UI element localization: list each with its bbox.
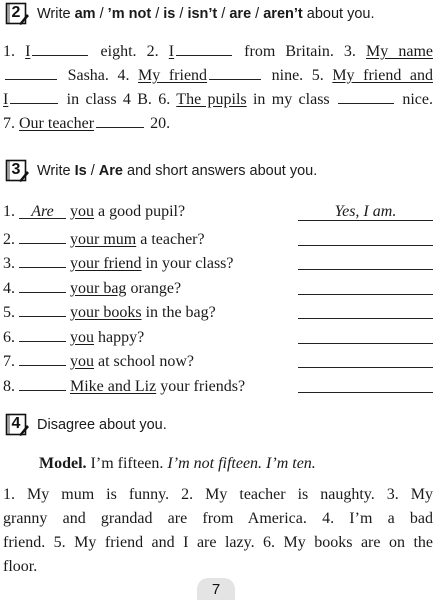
question-rest: in your class? xyxy=(141,255,234,272)
underlined-subject: you xyxy=(70,203,94,220)
question-text xyxy=(3,375,245,396)
question-text xyxy=(3,203,185,221)
separator: / xyxy=(217,6,230,22)
question-row xyxy=(3,323,433,348)
question-number: 2. xyxy=(3,230,15,248)
underlined-subject: Our teacher xyxy=(19,115,95,132)
text-line: floor. xyxy=(3,558,38,575)
text: 7. xyxy=(3,115,19,132)
verb-form: is xyxy=(163,6,176,22)
question-blank[interactable] xyxy=(19,277,66,293)
underlined-subject: I xyxy=(168,43,175,60)
separator: / xyxy=(151,6,164,22)
exercise-2-instruction xyxy=(37,6,374,22)
verb-form: am xyxy=(74,6,96,22)
question-row xyxy=(3,249,433,274)
question-blank[interactable] xyxy=(19,375,66,391)
short-answer-line[interactable]: Yes, I am. xyxy=(298,203,433,221)
question-number: 8. xyxy=(3,377,15,395)
verb-form: are xyxy=(229,6,252,22)
underlined-subject: your friend xyxy=(70,255,142,272)
short-answer-line[interactable] xyxy=(298,350,433,368)
exercise-4-text xyxy=(3,483,433,579)
question-rest: orange? xyxy=(126,279,182,297)
question-rest: a teacher? xyxy=(136,230,205,248)
exercise-notebook-icon xyxy=(4,413,30,437)
short-answer-line[interactable] xyxy=(298,375,433,393)
question-rest: in the bag? xyxy=(141,304,216,321)
underlined-subject: I xyxy=(3,91,9,108)
question-rest: happy? xyxy=(94,328,145,346)
exercise-3-header xyxy=(4,158,317,184)
question-rest: a good pupil? xyxy=(94,203,186,220)
text-line xyxy=(3,88,433,112)
instruction-text: Write xyxy=(37,6,75,22)
question-number: 5. xyxy=(3,304,15,321)
answer-blank[interactable] xyxy=(338,88,394,104)
exercise-2-text xyxy=(3,40,433,136)
question-number: 3. xyxy=(3,255,15,272)
exercise-4-header xyxy=(4,412,167,438)
question-text xyxy=(3,252,234,273)
verb-form: ’m not xyxy=(107,6,152,22)
question-row xyxy=(3,200,433,225)
question-blank[interactable] xyxy=(19,252,66,268)
text-line xyxy=(3,64,433,88)
text-line: granny and grandad are from America. 4. I’m a bad xyxy=(3,510,433,527)
text: Sasha. 4. xyxy=(59,67,139,84)
text: 20. xyxy=(146,115,171,132)
separator: / xyxy=(251,6,264,22)
filled-answer: Are xyxy=(31,203,54,220)
exercise-number: 3 xyxy=(11,161,21,178)
instruction-text: about you. xyxy=(302,6,375,22)
exercise-4-instruction: Disagree about you. xyxy=(37,417,167,433)
text: in my class xyxy=(246,91,336,108)
exercise-notebook-icon xyxy=(4,159,30,183)
separator: / xyxy=(175,6,188,22)
answer-blank[interactable] xyxy=(96,112,144,128)
question-text xyxy=(3,326,144,347)
text-line: 1. My mum is funny. 2. My teacher is naughty. 3. My xyxy=(3,486,433,503)
answer-blank[interactable] xyxy=(5,64,57,80)
question-text xyxy=(3,350,194,371)
short-answer-line[interactable] xyxy=(298,228,433,246)
exercise-3-questions xyxy=(3,200,433,396)
question-blank[interactable] xyxy=(19,228,66,244)
underlined-subject: The pupils xyxy=(176,91,247,108)
question-text xyxy=(3,301,216,322)
short-answer-line[interactable] xyxy=(298,252,433,270)
question-rest: at school now? xyxy=(94,353,194,370)
short-answer-line[interactable] xyxy=(298,277,433,295)
verb-form: isn’t xyxy=(187,6,218,22)
question-text xyxy=(3,228,205,249)
exercise-2-header xyxy=(4,1,374,27)
exercise-notebook-icon xyxy=(4,2,30,26)
separator: / xyxy=(95,6,108,22)
short-answer-line[interactable] xyxy=(298,301,433,319)
question-row xyxy=(3,274,433,299)
text: from Britain. 3. xyxy=(234,43,367,60)
underlined-subject: you xyxy=(70,353,94,370)
text: eight. 2. xyxy=(90,43,169,60)
question-rest: your friends? xyxy=(156,377,246,395)
text: in class 4 B. 6. xyxy=(60,91,177,108)
answer-blank[interactable] xyxy=(209,64,261,80)
page-number: 7 xyxy=(197,578,235,600)
question-row xyxy=(3,298,433,323)
underlined-subject: your mum xyxy=(70,230,137,248)
model-example: Model. I’m fifteen. I’m not fifteen. I’m ten. xyxy=(39,455,316,472)
text-line xyxy=(3,112,433,136)
underlined-subject: I xyxy=(25,43,31,60)
underlined-subject: Mike and Liz xyxy=(70,377,157,395)
question-row xyxy=(3,347,433,372)
question-number: 4. xyxy=(3,279,15,297)
underlined-subject: you xyxy=(70,328,94,346)
verb-form: aren’t xyxy=(263,6,303,22)
underlined-subject: My name xyxy=(366,43,434,60)
exercise-number: 4 xyxy=(11,415,21,432)
underlined-subject: My friend and xyxy=(332,67,434,84)
question-row xyxy=(3,372,433,397)
underlined-subject: My friend xyxy=(138,67,208,84)
answer-blank[interactable] xyxy=(176,40,232,56)
exercise-number: 2 xyxy=(11,4,21,21)
text-line xyxy=(3,40,433,64)
question-number: 7. xyxy=(3,353,15,370)
question-number: 6. xyxy=(3,328,15,346)
text-line: friend. 5. My friend and I are lazy. 6. My books are on the xyxy=(3,534,433,551)
question-row xyxy=(3,225,433,250)
text: nice. xyxy=(396,91,433,108)
question-blank[interactable] xyxy=(19,326,66,342)
question-blank[interactable] xyxy=(19,203,66,219)
answer-blank[interactable] xyxy=(10,88,58,104)
exercise-3-instruction: Write Is / Are and short answers about you. xyxy=(37,163,318,179)
answer-blank[interactable] xyxy=(32,40,88,56)
underlined-subject: your books xyxy=(70,304,142,321)
question-blank[interactable] xyxy=(19,301,66,317)
underlined-subject: your bag xyxy=(70,279,127,297)
question-text xyxy=(3,277,181,298)
question-blank[interactable] xyxy=(19,350,66,366)
text: 1. xyxy=(3,43,26,60)
short-answer-line[interactable] xyxy=(298,326,433,344)
question-number: 1. xyxy=(3,203,15,220)
text: nine. 5. xyxy=(263,67,333,84)
